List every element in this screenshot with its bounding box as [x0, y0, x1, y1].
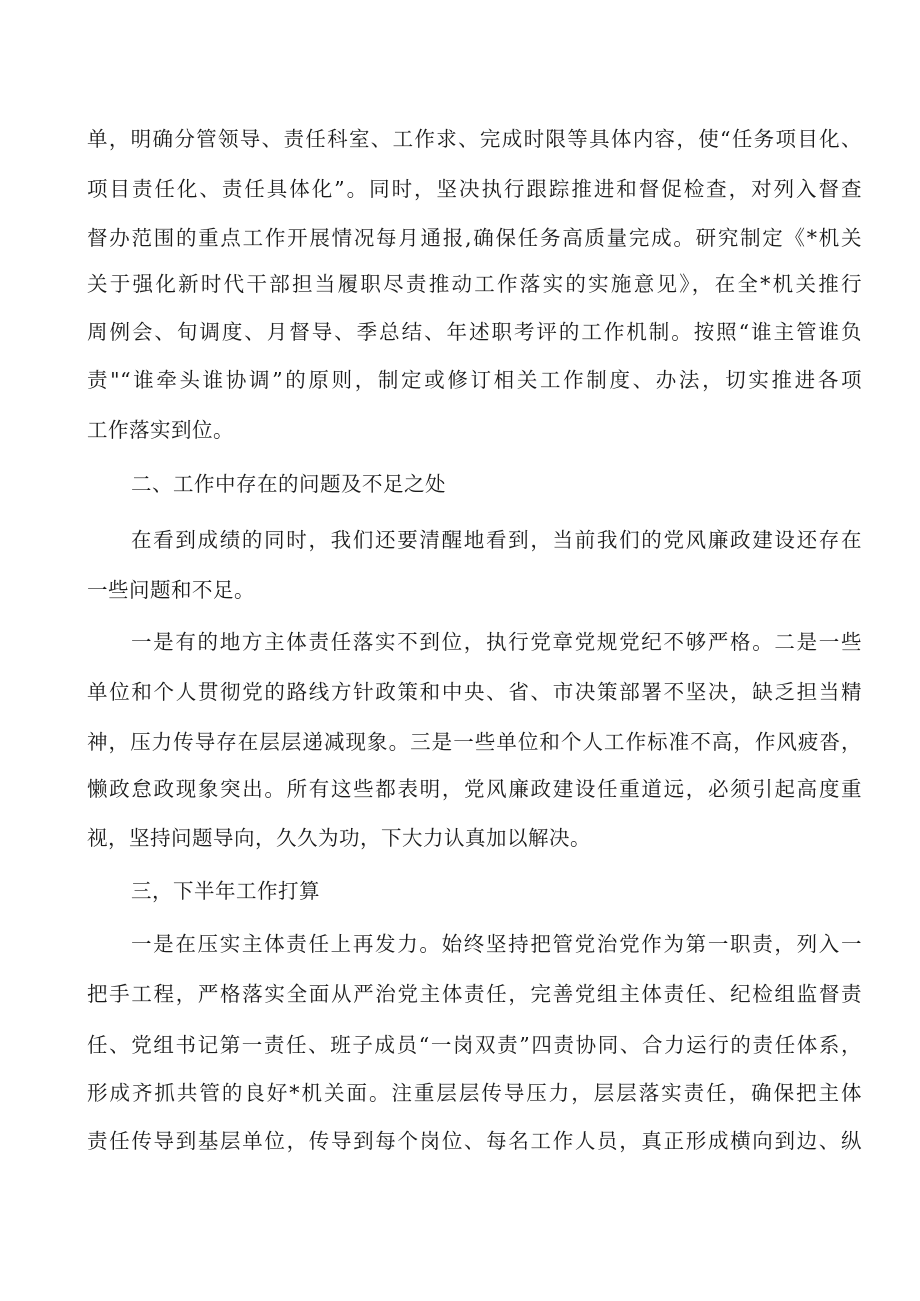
- paragraph-line: 懒政怠政现象突出。所有这些都表明，党风廉政建设任重道远，必须引起高度重: [87, 777, 862, 801]
- paragraph-line: 形成齐抓共管的良好*机关面。注重层层传导压力，层层落实责任，确保把主体: [87, 1081, 862, 1105]
- paragraph-line: 一些问题和不足。: [87, 578, 255, 602]
- paragraph-line: 责"“谁牵头谁协调”的原则，制定或修订相关工作制度、办法，切实推进各项: [87, 368, 862, 392]
- paragraph-line: 项目责任化、责任具体化”。同时，坚决执行跟踪推进和督促检查，对列入督查: [87, 177, 862, 201]
- paragraph-line: 一是在压实主体责任上再发力。始终坚持把管党治党作为第一职责，列入一: [131, 932, 862, 956]
- section-heading-3: 三，下半年工作打算: [131, 879, 320, 903]
- paragraph-line: 视，坚持问题导向，久久为功，下大力认真加以解决。: [87, 826, 591, 850]
- paragraph-line: 在看到成绩的同时，我们还要清醒地看到，当前我们的党风廉政建设还存在: [131, 528, 862, 552]
- paragraph-line: 周例会、旬调度、月督导、季总结、年述职考评的工作机制。按照“谁主管谁负: [87, 320, 862, 344]
- paragraph-line: 一是有的地方主体责任落实不到位，执行党章党规党纪不够严格。二是一些: [131, 630, 862, 654]
- paragraph-line: 关于强化新时代干部担当履职尽责推动工作落实的实施意见》，在全*机关推行: [87, 272, 862, 296]
- paragraph-line: 责任传导到基层单位，传导到每个岗位、每名工作人员，真正形成横向到边、纵: [87, 1129, 862, 1153]
- paragraph-line: 任、党组书记第一责任、班子成员“一岗双责”四责协同、合力运行的责任体系，: [87, 1033, 862, 1057]
- paragraph-line: 神，压力传导存在层层递减现象。三是一些单位和个人工作标准不高，作风疲沓，: [87, 730, 862, 754]
- paragraph-line: 单位和个人贯彻党的路线方针政策和中央、省、市决策部署不坚决，缺乏担当精: [87, 680, 862, 704]
- section-heading-2: 二、工作中存在的问题及不足之处: [131, 472, 446, 496]
- paragraph-line: 把手工程，严格落实全面从严治党主体责任，完善党组主体责任、纪检组监督责: [87, 982, 862, 1006]
- paragraph-line: 工作落实到位。: [87, 418, 234, 442]
- paragraph-line: 单，明确分管领导、责任科室、工作求、完成时限等具体内容，使“任务项目化、: [87, 127, 862, 151]
- paragraph-line: 督办范围的重点工作开展情况每月通报,确保任务高质量完成。研究制定《*机关: [87, 226, 862, 250]
